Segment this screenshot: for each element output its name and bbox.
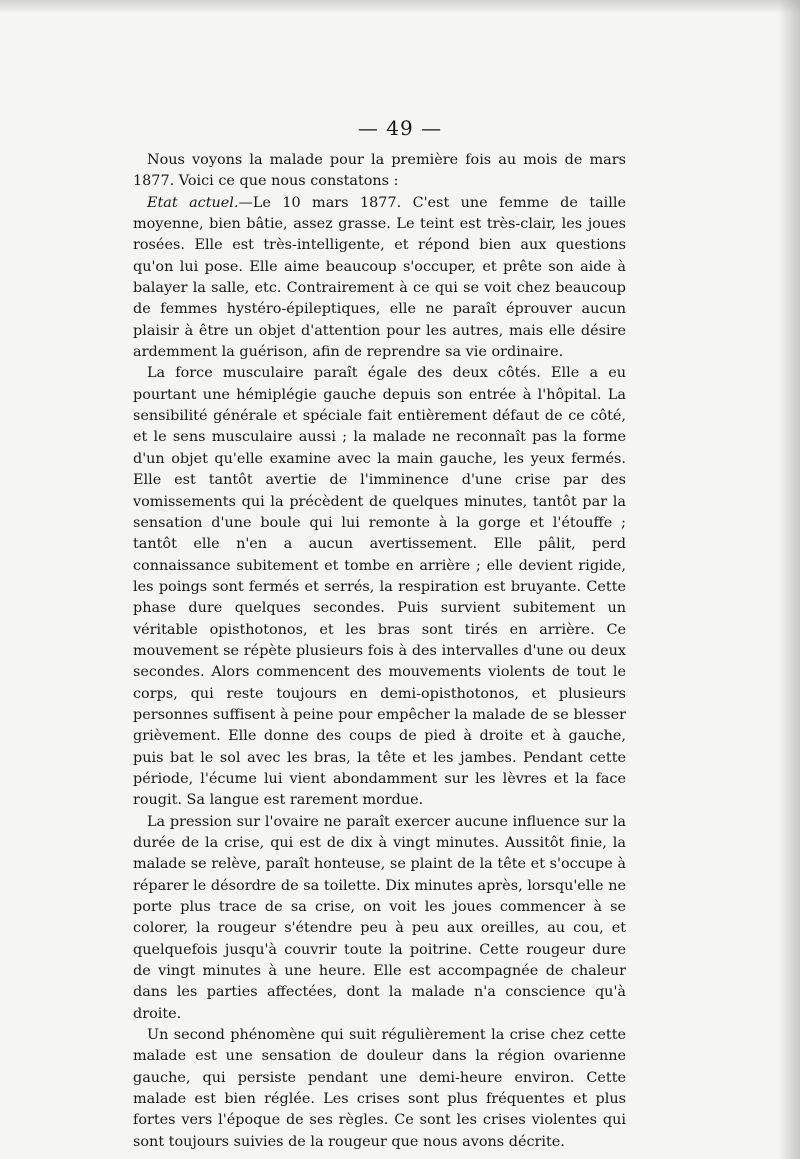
paragraph-lead: Etat actuel.: [147, 194, 239, 211]
paragraph-etat-actuel: [133, 193, 626, 364]
paragraph-second-phenomene: Un second phénomène qui suit régulièrement la crise chez cette malade est une sensation de douleur dans la région ovarienne gauche, qui persiste pendant une demi-heure environ. Cette malade est bien réglée. Les crises sont plus fréquentes et plus fortes vers l'époque de ses règles. Ce sont les crises violentes qui sont toujours suivies de la rougeur que nous avons décrite.: [133, 1027, 626, 1150]
paragraph-intro: Nous voyons la malade pour la première fois au mois de mars 1877. Voici ce que nous constatons :: [133, 152, 626, 190]
paragraph-force-musculaire: La force musculaire paraît égale des deux côtés. Elle a eu pourtant une hémiplégie gauche depuis son entrée à l'hôpital. La sensibilité générale et spéciale fait entièrement défaut de ce côté, et le sens musculaire aussi ; la malade ne reconnaît pas la forme d'un objet qu'elle examine avec la main gauche, les yeux fermés. Elle est tantôt avertie de l'imminence d'une crise par des vomissements qui la précèdent de quelques minutes, tantôt par la sensation d'une boule qui lui remonte à la gorge et l'étouffe ; tantôt elle n'en a aucun avertissement. Elle pâlit, perd connaissance subitement et tombe en arrière ; elle devient rigide, les poings sont fermés et serrés, la respiration est bruyante. Cette phase dure quelques secondes. Puis survient subitement un véritable opisthotonos, et les bras sont tirés en arrière. Ce mouvement se répète plusieurs fois à des intervalles d'une ou deux secondes. Alors commencent des mouvements violents de tout le corps, qui reste toujours en demi-opisthotonos, et plusieurs personnes suffisent à peine pour empêcher la malade de se blesser grièvement. Elle donne des coups de pied à droite et à gauche, puis bat le sol avec les bras, la tête et les jambes. Pendant cette période, l'écume lui vient abondamment sur les lèvres et la face rougit. Sa langue est rarement mordue.: [133, 365, 626, 809]
page-top-shadow: [0, 0, 800, 14]
body-text: [133, 150, 626, 1153]
page-number: — 49 —: [357, 116, 443, 140]
page-gutter-shadow: [778, 0, 800, 1159]
paragraph-body: —Le 10 mars 1877. C'est une femme de taille moyenne, bien bâtie, assez grasse. Le teint est très-clair, les joues rosées. Elle est très-intelligente, et répond bien aux questions qu'on lui pose. Elle aime beaucoup s'occuper, et prête son aide à balayer la salle, etc. Contrairement à ce qui se voit chez beaucoup de femmes hystéro-épileptiques, elle ne paraît éprouver aucun plaisir à être un objet d'attention pour les autres, mais elle désire ardemment la guérison, afin de reprendre sa vie ordinaire.: [133, 194, 627, 361]
paragraph-pression-ovaire: La pression sur l'ovaire ne paraît exercer aucune influence sur la durée de la crise, qui est de dix à vingt minutes. Aussitôt finie, la malade se relève, paraît honteuse, se plaint de la tête et s'occupe à réparer le désordre de sa toilette. Dix minutes après, lorsqu'elle ne porte plus trace de sa crise, on voit les joues commencer à se colorer, la rougeur s'étendre peu à peu aux oreilles, au cou, et quelquefois jusqu'à couvrir toute la poitrine. Cette rougeur dure de vingt minutes à une heure. Elle est accompagnée de chaleur dans les parties affectées, dont la malade n'a conscience qu'à droite.: [133, 813, 626, 1022]
